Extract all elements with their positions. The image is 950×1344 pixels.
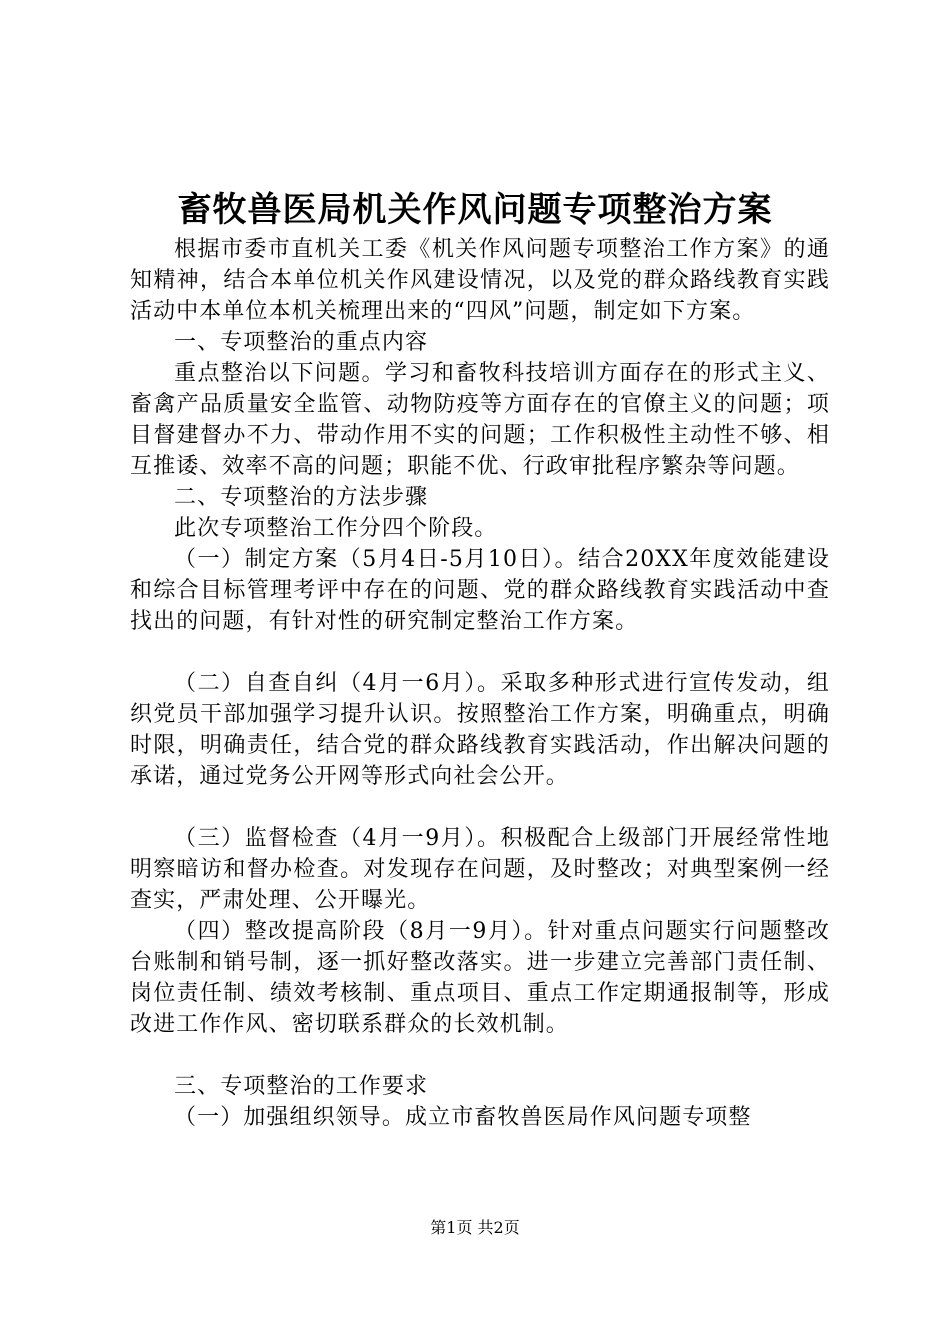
paragraph-key-issues: 重点整治以下问题。学习和畜牧科技培训方面存在的形式主义、畜禽产品质量安全监管、动物防疫等方面存在的官僚主义的问题；项目督建督办不力、带动作用不实的问题；工作积极性主动性不够、相互推诿、效率不高的问题；职能不优、行政审批程序繁杂等问题。	[130, 361, 830, 479]
paragraph-intro: 根据市委市直机关工委《机关作风问题专项整治工作方案》的通知精神，结合本单位机关作风建设情况，以及党的群众路线教育实践活动中本单位本机关梳理出来的“四风”问题，制定如下方案。	[130, 237, 830, 324]
paragraph-stages-intro: 此次专项整治工作分四个阶段。	[174, 516, 498, 541]
page-number: 第1页 共2页	[430, 1218, 520, 1237]
document-body	[130, 234, 830, 1133]
paragraph-stage-3: （三）监督检查（4月一9月）。积极配合上级部门开展经常性地明察暗访和督办检查。对发现存在问题，及时整改；对典型案例一经查实，严肃处理、公开曝光。	[130, 826, 830, 913]
paragraph-stage-1: （一）制定方案（5月4日-5月10日）。结合20XX年度效能建设和综合目标管理考评中存在的问题、党的群众路线教育实践活动中查找出的问题，有针对性的研究制定整治工作方案。	[130, 547, 830, 634]
heading-section-2: 二、专项整治的方法步骤	[174, 485, 429, 510]
heading-section-3: 三、专项整治的工作要求	[174, 1074, 429, 1099]
document-title: 畜牧兽医局机关作风问题专项整治方案	[177, 190, 773, 230]
paragraph-requirement-1: （一）加强组织领导。成立市畜牧兽医局作风问题专项整	[174, 1105, 752, 1130]
paragraph-stage-2: （二）自查自纠（4月一6月）。采取多种形式进行宣传发动，组织党员干部加强学习提升认识。按照整治工作方案，明确重点，明确时限，明确责任，结合党的群众路线教育实践活动，作出解决问题的承诺，通过党务公开网等形式向社会公开。	[130, 671, 830, 789]
paragraph-stage-4: （四）整改提高阶段（8月一9月）。针对重点问题实行问题整改台账制和销号制，逐一抓好整改落实。进一步建立完善部门责任制、岗位责任制、绩效考核制、重点项目、重点工作定期通报制等，形成改进工作作风、密切联系群众的长效机制。	[130, 919, 830, 1037]
heading-section-1: 一、专项整治的重点内容	[174, 330, 429, 355]
